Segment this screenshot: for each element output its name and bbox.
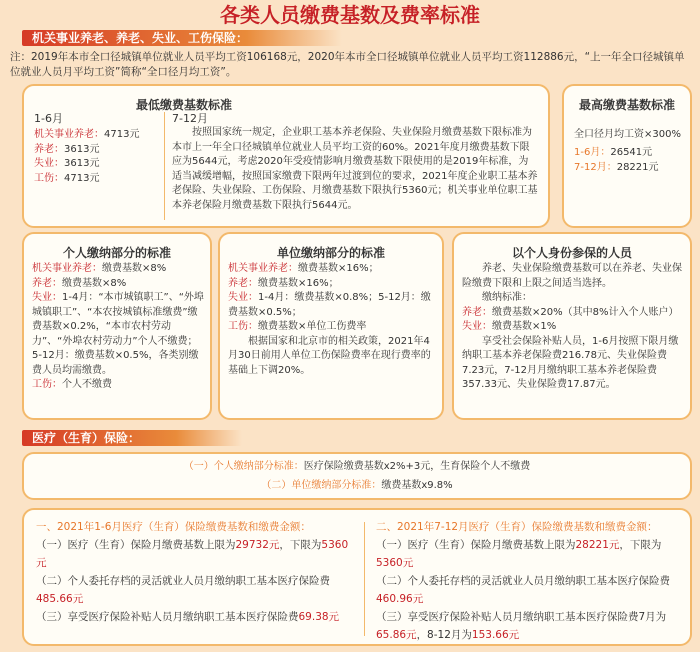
medical-left (36, 518, 358, 626)
unit-title: 单位缴纳部分的标准 (276, 246, 385, 260)
unit-box (218, 232, 444, 420)
min-rows (34, 128, 164, 186)
medical-right-item3: （三）享受医疗保险补贴人员月缴纳职工基本医疗保险费7月为65.86元，8-12月为153.66元 (376, 611, 667, 641)
medical-right-item1: （一）医疗（生育）保险月缴费基数上限为28221元，下限为5360元 (376, 539, 662, 569)
min-row: 工伤：4713元 (34, 172, 100, 184)
medical-left-item1: （一）医疗（生育）保险月缴费基数上限为29732元，下限为5360元 (36, 539, 349, 569)
max-base-title: 最高缴费基数标准 (578, 98, 675, 112)
min-base-title: 最低缴费基数标准 (135, 98, 232, 112)
individual-box (452, 232, 692, 420)
min-divider (164, 112, 165, 220)
max-base-box (562, 84, 692, 228)
max-rows (574, 146, 659, 175)
min-base-box (22, 84, 550, 228)
personal-unemp: 失业：1-4月：“本市城镇职工”、“外埠城镇职工”、“本农按城镇标准缴费”缴费基数×0.2%，“本市农村劳动力”、“外埠农村劳动力”个人不缴费；5-12月：缴费基数×0.5%，各类别缴费人员均需缴费。 (32, 292, 204, 376)
personal-title: 个人缴纳部分的标准 (62, 246, 171, 260)
medical-left-item2: （二）个人委托存档的灵活就业人员月缴纳职工基本医疗保险费485.66元 (36, 575, 330, 605)
personal-row: 机关事业养老：缴费基数×8% (32, 263, 167, 274)
unit-row: 工伤：缴费基数×单位工伤费率 (228, 321, 367, 332)
personal-row: 养老：缴费基数×8% (32, 277, 127, 289)
min-row: 机关事业养老：4713元 (34, 129, 140, 140)
max-formula: 全口径月均工资×300% (574, 129, 681, 140)
medical-detail-box (22, 508, 692, 646)
page-title: 各类人员缴费基数及费率标准 (220, 3, 480, 27)
medical-left-heading: 一、2021年1-6月医疗（生育）保险缴费基数和缴费金额： (36, 521, 311, 533)
max-row: 1-6月：26541元 (574, 147, 653, 158)
min-h2: 7-12月 (172, 112, 208, 125)
section-bar-medical: 医疗（生育）保险： (22, 430, 242, 446)
medical-right-item2: （二）个人委托存档的灵活就业人员月缴纳职工基本医疗保险费460.96元 (376, 575, 670, 605)
individual-title: 以个人身份参保的人员 (511, 246, 632, 260)
max-row: 7-12月：28221元 (574, 161, 659, 173)
medical-standard-box (22, 452, 692, 500)
individual-content (462, 262, 684, 393)
unit-desc: 根据国家和北京市的相关政策，2021年4月30日前用人单位工伤保险费率在现行费率的基础上下调20%。 (228, 335, 431, 376)
wage-note: 注：2019年本市全口径城镇单位就业人员平均工资106168元，2020年本市全口径城镇单位就业人员平均工资112886元，“上一年全口径城镇单位就业人员月平均工资”简称“全口径月均工资”。 (10, 51, 685, 78)
min-row: 失业：3613元 (34, 158, 100, 169)
min-desc: 按照国家统一规定，企业职工基本养老保险、失业保险月缴费基数下限标准为本市上一年全口径城镇单位就业人员平均工资的60%。2021年度月缴费基数下限应为5644元，考虑2020年受疫情影响月缴费基数下限使用的是2019年标准，为适当减缓增幅，按照国家缴费下限两年过渡到位的要求，2021年度企业职工基本养老保险、失业保险、工伤保险、月缴费基数下限执行5360元；机关事业单位职工基本养老保险月缴费基数下限执行5644元。 (172, 127, 538, 211)
medical-left-item3: （三）享受医疗保险补贴人员月缴纳职工基本医疗保险费69.38元 (36, 611, 340, 623)
individual-unemp: 失业：缴费基数×1% (462, 321, 557, 332)
unit-row: 失业：1-4月：缴费基数×0.8%；5-12月：缴费基数×0.5%； (228, 292, 431, 318)
personal-content (32, 262, 204, 393)
unit-row: 机关事业养老：缴费基数×16%； (228, 263, 379, 274)
medical-line1: （一）个人缴纳部分标准：医疗保险缴费基数x2%+3元，生育保险个人不缴费 (183, 461, 531, 472)
individual-p3: 享受社会保险补贴人员，1-6月按照下限月缴纳职工基本养老保险费216.78元、失业保险费7.23元，7-12月月缴纳职工基本养老保险费357.33元、失业保险费17.87元。 (462, 335, 679, 390)
min-row: 养老：3613元 (34, 143, 100, 155)
individual-p2: 缴纳标准： (482, 292, 532, 303)
medical-right-heading: 二、2021年7-12月医疗（生育）保险缴费基数和缴费金额： (376, 521, 658, 533)
individual-pension: 养老：缴费基数×20%（其中8%计入个人账户） (462, 306, 679, 318)
individual-p1: 养老、失业保险缴费基数可以在养老、失业保险缴费下限和上限之间适当选择。 (462, 263, 682, 289)
medical-right (376, 518, 682, 644)
medical-line2: （二）单位缴纳部分标准：缴费基数x9.8% (261, 480, 453, 491)
personal-injury: 工伤：个人不缴费 (32, 379, 112, 390)
min-h1: 1-6月 (34, 112, 63, 125)
medical-divider (364, 522, 365, 636)
unit-row: 养老：缴费基数×16%； (228, 277, 339, 289)
personal-box (22, 232, 212, 420)
unit-content (228, 262, 436, 378)
section-bar-pension: 机关事业养老、养老、失业、工伤保险： (22, 30, 342, 46)
